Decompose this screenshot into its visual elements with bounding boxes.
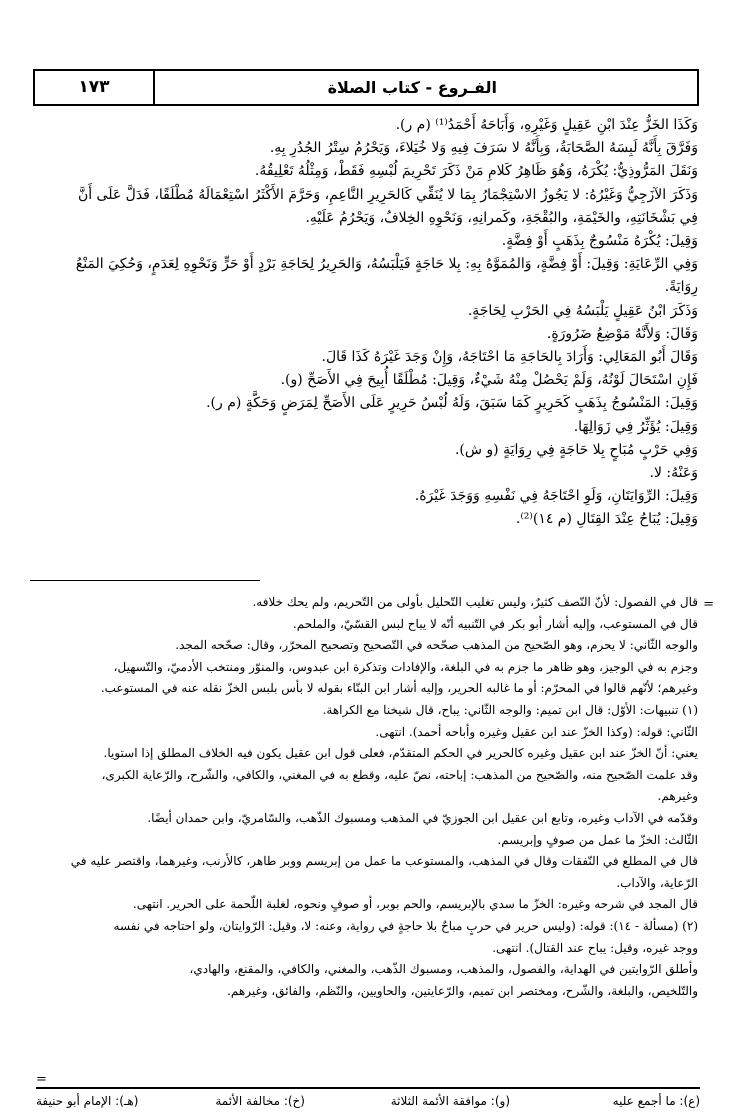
note-line: وقد علمت الصّحيح منه، والصّحيح من المذهب: إباحته، نصّ عليه، وقطع به في المغني، والكافي، والشّرح، والرّعاية الكبرى،: [101, 767, 698, 782]
note-line: وقدّمه في الآداب وغيره، وتابع ابن عقيل ابن الجوزيّ في المذهب ومسبوك الذّهب، والسّامريّ، وابن حمدان أيضًا.: [147, 810, 698, 825]
text-line: وَذَكَرَ ابْنُ عَقِيلٍ يَلْبَسُهُ فِي الحَرْبِ لِحَاجَةٍ.: [467, 302, 698, 319]
text-line: وَعَنْهُ: لا.: [649, 465, 698, 482]
text-line: فَإِنِ اسْتَحَالَ لَوْنُهُ، وَلَمْ يَحْصُلْ مِنْهُ شَيْءٌ، وَقِيلَ: مُطْلَقًا أُبِيحَ فِي الأَصَحِّ (و).: [280, 372, 698, 389]
text-line: فِي بَشْخَانَتِهِ، والخَيْمَةِ، والبُقْجَةِ، وكَمرانِهِ، وَنَحْوِهِ الخِلافُ، وَيَحْرُمُ عَلَيْهِ.: [305, 209, 698, 226]
note-line: الثّالث: الخزّ ما عمل من صوفٍ وإبريسم.: [497, 832, 698, 847]
note-line: (١) تنبيهات: الأوّل: قال ابن تميم: والوجه الثّاني: يباح، قال شيخنا مع الكراهة.: [322, 702, 698, 717]
note-line: قال في المطلع في النّفقات وقال في المذهب، والمستوعب ما عمل من إبريسم ووبر طاهر، كالأرنب، وغيرهما، واقتصر عليه في: [70, 854, 698, 869]
running-title: الفـروع - كتاب الصلاة: [327, 78, 497, 97]
header-divider: [153, 71, 155, 104]
text-line: وَقِيلَ: الرِّوَايَتَانِ، وَلَوِ احْتَاجَهُ فِي نَفْسِهِ وَوَجَدَ غَيْرَهُ.: [414, 488, 698, 505]
commentary-notes: [38, 592, 698, 1002]
note-line: وجزم به في الوجيز، وهو ظاهر ما جزم به في البلغة، والإفادات وتذكرة ابن عبدوس، والمنوّر ومنتخب الأدميّ، والتّسهيل،: [113, 659, 698, 674]
main-text: [38, 114, 698, 532]
text-line: وَقَالَ أَبُو المَعَالِي: وَأَرَادَ بِالحَاجَةِ مَا احْتَاجَهُ، وَإِنْ وَجَدَ غَيْرَهُ كَذَا قَالَ.: [321, 349, 698, 366]
text-line: وَكَذَا الخَزُّ عِنْدَ ابْنِ عَقِيلٍ وَغَيْرِهِ، وَأَبَاحَهُ أَحْمَدُ⁽¹⁾ (م ر).: [395, 117, 698, 133]
text-line: وَقِيلَ: المَنْسُوجُ بِذَهَبٍ كَحَرِيرٍ كَمَا سَبَقَ، وَلَهُ لُبْسُ حَرِيرٍ عَلَى الأَصَحِّ لِمَرَضٍ وَحَكَّةٍ (م ر).: [206, 395, 698, 412]
text-line: وَفِي حَرْبٍ مُبَاحٍ بِلا حَاجَةٍ فِي رِوَايَةٍ (و ش).: [454, 441, 698, 458]
footer-rule: [36, 1087, 700, 1089]
note-line: قال في الفصول: لأنّ النّصف كثيرٌ، وليس تغليب التّحليل بأولى من التّحريم، ولم يحك خلافه.: [252, 595, 698, 609]
text-line: وَقِيلَ: يُبَاحُ عِنْدَ القِتَالِ (م ١٤)⁽²⁾.: [515, 511, 698, 528]
text-line: وَفَرَّقَ بِأَنَّهُ لَبِسَهُ الصَّحَابَةُ، وَبِأَنَّهُ لا سَرَفَ فِيهِ وَلا خُيَلاءَ، وَيَحْرُمُ سِتْرُ الجُدُرِ بِهِ.: [269, 140, 698, 157]
legend-item-three-imams: (و): موافقة الأئمة الثلاثة: [390, 1094, 510, 1108]
note-line: قال في المستوعب، وإليه أشار أبو بكر في التّنبيه أنّه لا يباح لبس القسّيّ، والملحم.: [292, 616, 698, 631]
note-line: الرّعاية، والآداب.: [616, 875, 698, 890]
legend-item-abu-hanifa: (هـ): الإمام أبو حنيفة: [36, 1094, 139, 1108]
text-line: وَقِيلَ: يُكْرَهُ مَنْسُوجٌ بِذَهَبٍ أَوْ فِضَّةٍ.: [501, 233, 698, 250]
text-line: وَقِيلَ: يُؤَثِّرُ فِي زَوَالِهَا.: [573, 418, 698, 435]
text-line: وَنَقَلَ المَرُّوذِيُّ: يُكْرَهُ، وَهُوَ ظَاهِرُ كَلامِ مَنْ ذَكَرَ تَحْرِيمَ لُبْسِهِ فَقَطْ، وَمِثْلُهُ تَعْلِيقُهُ.: [254, 163, 698, 180]
note-line: يعني: أنّ الخزّ عند ابن عقيل وغيره كالحرير في الحكم المتقدّم، فعلى قول ابن عقيل يكون فيه الخلاف المطلق إذا استويا.: [103, 746, 698, 761]
note-line: وغيرهم؛ لأنّهم قالوا في المحرّم: أو ما غالبه الحرير، وإليه أشار ابن البنّاء بقوله لا بأس بلبس الخزّ نقله عنه في المستوعب.: [100, 681, 698, 696]
note-line: (٢) (مسألة - ١٤): قوله: (وليس حرير في حربٍ مباحٌ بلا حاجةٍ في رواية، وعنه: لا، وقيل: الرّوايتان، ولو احتاجه في نفسه: [113, 918, 698, 933]
text-line: وَذَكَرَ الآزَجِيُّ وَغَيْرُهُ: لا يَجُوزُ الاسْتِجْمَارُ بِمَا لا يُنَقِّي كَالحَرِيرِ النَّاعِمِ، وَحَرَّمَ الأَكْثَرُ اسْتِعْمَالَهُ مُطْلَقًا، فَدَلَّ عَلَى أَنَّ: [77, 186, 698, 203]
legend-item-disagreement: (خ): مخالفة الأئمة: [215, 1094, 305, 1108]
text-line: وَفِي الرِّعَايَةِ: وَقِيلَ: أَوْ فِضَّةٍ، وَالمُمَوَّهُ بِهِ: بِلا حَاجَةٍ فَيَلْبَسُهُ، وَالحَرِيرُ لِحَاجَةِ بَرْدٍ أَوْ حَرٍّ وَنَحْوِهِ لِعَدَمٍ، وَحُكِيَ المَنْعُ: [75, 256, 698, 273]
note-line: وغيرهم.: [657, 789, 698, 804]
note-line: والوجه الثّاني: لا يحرم، وهو الصّحيح من المذهب صحّحه في التّصحيح وتصحيح المحرّر، وقال: صحّحه المجد.: [175, 638, 698, 653]
continuation-marker-top: =: [703, 597, 714, 612]
legend-item-consensus: (ع): ما أجمع عليه: [612, 1094, 700, 1108]
note-line: الثّاني: قوله: (وكذا الخزّ عند ابن عقيل وغيره وأباحه أحمد). انتهى.: [375, 724, 698, 739]
page-number: ١٧٣: [78, 77, 110, 97]
note-line: ووجد غيره، وقيل: يباح عند القتال). انتهى.: [492, 940, 698, 955]
abbreviation-legend: [36, 1094, 700, 1114]
note-line: والتّلخيص، والبلغة، والشّرح، ومختصر ابن تميم، والرّعايتين، والحاويين، والنّظم، والفائق، وغيرهم.: [227, 983, 698, 998]
note-line: قال المجد في شرحه وغيره: الخزّ ما سدي بالإبريسم، والحم بوبر، أو صوفٍ ونحوه، لغلبة اللّحمة على الحرير. انتهى.: [132, 897, 698, 912]
text-line: وَقَالَ: وَلأَنَّهُ مَوْضِعُ ضَرُورَةٍ.: [546, 325, 698, 342]
continuation-marker-bottom: =: [36, 1072, 47, 1087]
text-line: رِوَايَةً.: [664, 279, 698, 296]
note-line: وأطلق الرّوايتين في الهداية، والفصول، والمذهب، ومسبوك الذّهب، والمغني، والكافي، والمقنع، والهادي،: [189, 962, 698, 977]
footnote-separator: [30, 580, 260, 581]
page-header: [33, 69, 699, 106]
